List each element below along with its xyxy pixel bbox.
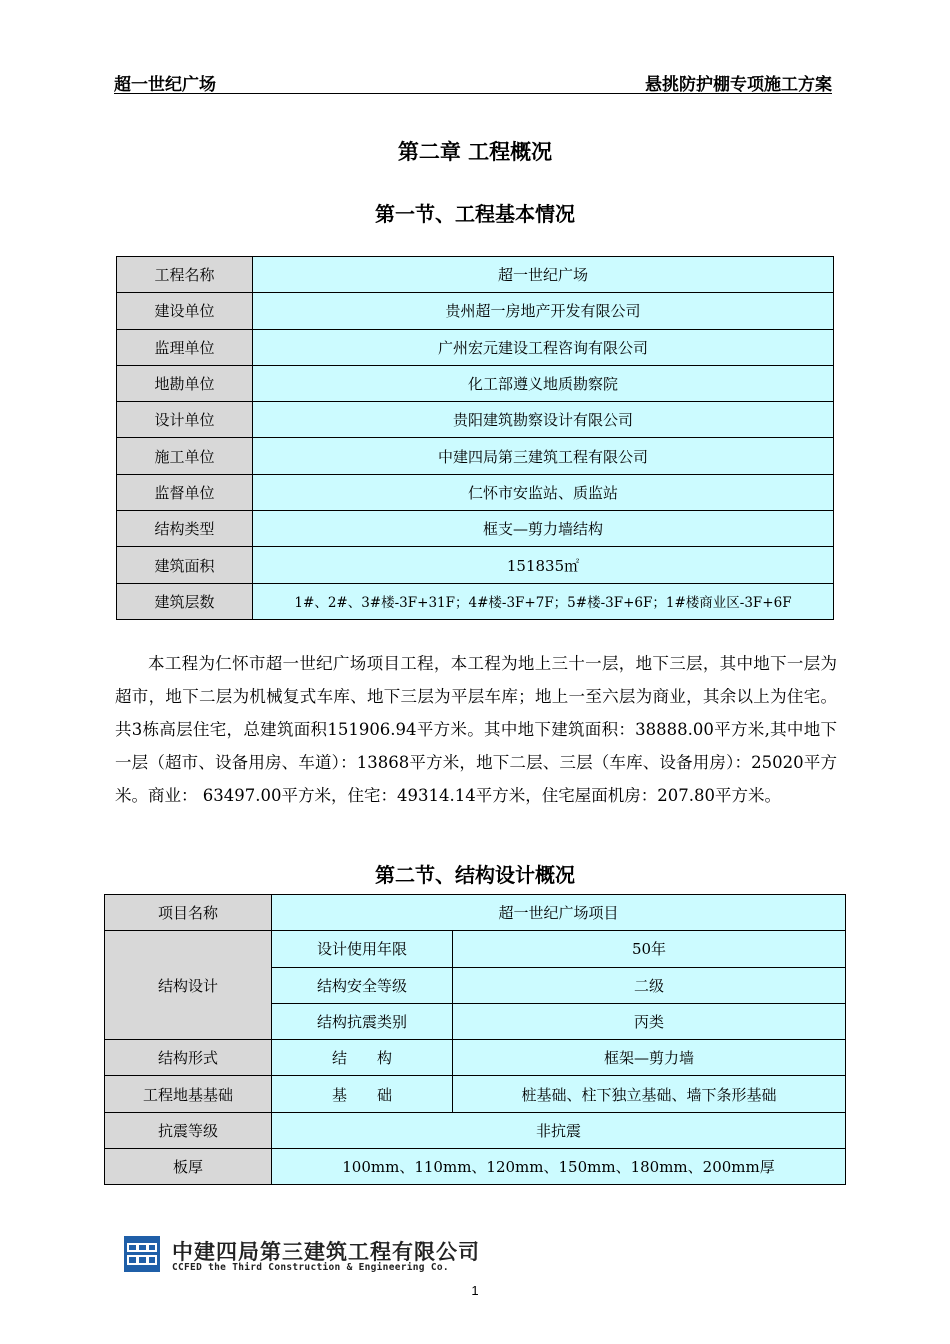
table-row — [105, 1040, 846, 1076]
company-logo-icon — [124, 1236, 160, 1272]
company-name-cn: 中建四局第三建筑工程有限公司 — [172, 1240, 480, 1264]
row-value: 贵阳建筑勘察设计有限公司 — [253, 402, 834, 438]
table-row — [105, 1149, 846, 1185]
foundation-label: 工程地基基础 — [105, 1076, 272, 1112]
row-label: 建设单位 — [117, 293, 253, 329]
design-sub-label: 设计使用年限 — [272, 931, 453, 967]
row-label: 监理单位 — [117, 329, 253, 365]
design-sub-label: 结构安全等级 — [272, 967, 453, 1003]
row-label: 建筑面积 — [117, 547, 253, 583]
table-row — [105, 931, 846, 967]
chapter-title: 第二章 工程概况 — [397, 140, 553, 164]
table-row — [117, 329, 834, 365]
table-row — [105, 895, 846, 931]
project-name-value: 超一世纪广场项目 — [272, 895, 846, 931]
row-label: 结构类型 — [117, 511, 253, 547]
seismic-value: 非抗震 — [272, 1112, 846, 1148]
page-number: 1 — [471, 1283, 479, 1298]
section1-title: 第一节、工程基本情况 — [375, 202, 575, 226]
row-label: 监督单位 — [117, 474, 253, 510]
row-value: 1#、2#、3#楼-3F+31F；4#楼-3F+7F；5#楼-3F+6F；1#楼商业区-3F+6F — [253, 583, 834, 619]
overview-paragraph: 本工程为仁怀市超一世纪广场项目工程，本工程为地上三十一层，地下三层，其中地下一层为超市，地下二层为机械复式车库、地下三层为平层车库；地上一至六层为商业，其余以上为住宅。共3栋高层住宅，总建筑面积151906.94平方米。其中地下建筑面积：38888.00平方米,其中地下一层（超市、设备用房、车道）：13868平方米，地下二层、三层（车库、设备用房）：25020平方米。商业： 63497.00平方米，住宅：49314.14平方米，住宅屋面机房：207.80平方米。 — [115, 654, 837, 805]
row-value: 化工部遵义地质勘察院 — [253, 365, 834, 401]
row-label: 施工单位 — [117, 438, 253, 474]
table-row — [117, 402, 834, 438]
row-value: 框支—剪力墙结构 — [253, 511, 834, 547]
table-row — [117, 257, 834, 293]
table-row — [117, 511, 834, 547]
design-sub-label: 结构抗震类别 — [272, 1003, 453, 1039]
table-row — [117, 438, 834, 474]
design-sub-value: 丙类 — [453, 1003, 846, 1039]
table-row — [105, 1076, 846, 1112]
structure-form-label: 结构形式 — [105, 1040, 272, 1076]
seismic-label: 抗震等级 — [105, 1112, 272, 1148]
row-value: 超一世纪广场 — [253, 257, 834, 293]
table-row — [117, 293, 834, 329]
row-value: 广州宏元建设工程咨询有限公司 — [253, 329, 834, 365]
header-project-name: 超一世纪广场 — [114, 75, 216, 95]
foundation-value: 桩基础、柱下独立基础、墙下条形基础 — [453, 1076, 846, 1112]
basic-info-table — [116, 256, 834, 620]
row-value: 中建四局第三建筑工程有限公司 — [253, 438, 834, 474]
table-row — [117, 547, 834, 583]
project-name-label: 项目名称 — [105, 895, 272, 931]
row-label: 建筑层数 — [117, 583, 253, 619]
row-label: 工程名称 — [117, 257, 253, 293]
row-value: 151835㎡ — [253, 547, 834, 583]
foundation-sub: 基 础 — [272, 1076, 453, 1112]
table-row — [117, 583, 834, 619]
structure-design-label: 结构设计 — [105, 931, 272, 1040]
row-label: 地勘单位 — [117, 365, 253, 401]
row-value: 仁怀市安监站、质监站 — [253, 474, 834, 510]
row-value: 贵州超一房地产开发有限公司 — [253, 293, 834, 329]
table-row — [117, 365, 834, 401]
design-sub-value: 二级 — [453, 967, 846, 1003]
design-sub-value: 50年 — [453, 931, 846, 967]
section2-title: 第二节、结构设计概况 — [375, 863, 575, 887]
table-row — [117, 474, 834, 510]
page-header — [114, 68, 832, 94]
slab-thickness-value: 100mm、110mm、120mm、150mm、180mm、200mm厚 — [272, 1149, 846, 1185]
company-name-en: CCFED the Third Construction & Engineering Co. — [172, 1262, 449, 1273]
header-document-title: 悬挑防护棚专项施工方案 — [645, 75, 832, 95]
row-label: 设计单位 — [117, 402, 253, 438]
structure-form-value: 框架—剪力墙 — [453, 1040, 846, 1076]
structure-form-sub: 结 构 — [272, 1040, 453, 1076]
table-row — [105, 1112, 846, 1148]
slab-thickness-label: 板厚 — [105, 1149, 272, 1185]
structure-design-table — [104, 894, 846, 1185]
